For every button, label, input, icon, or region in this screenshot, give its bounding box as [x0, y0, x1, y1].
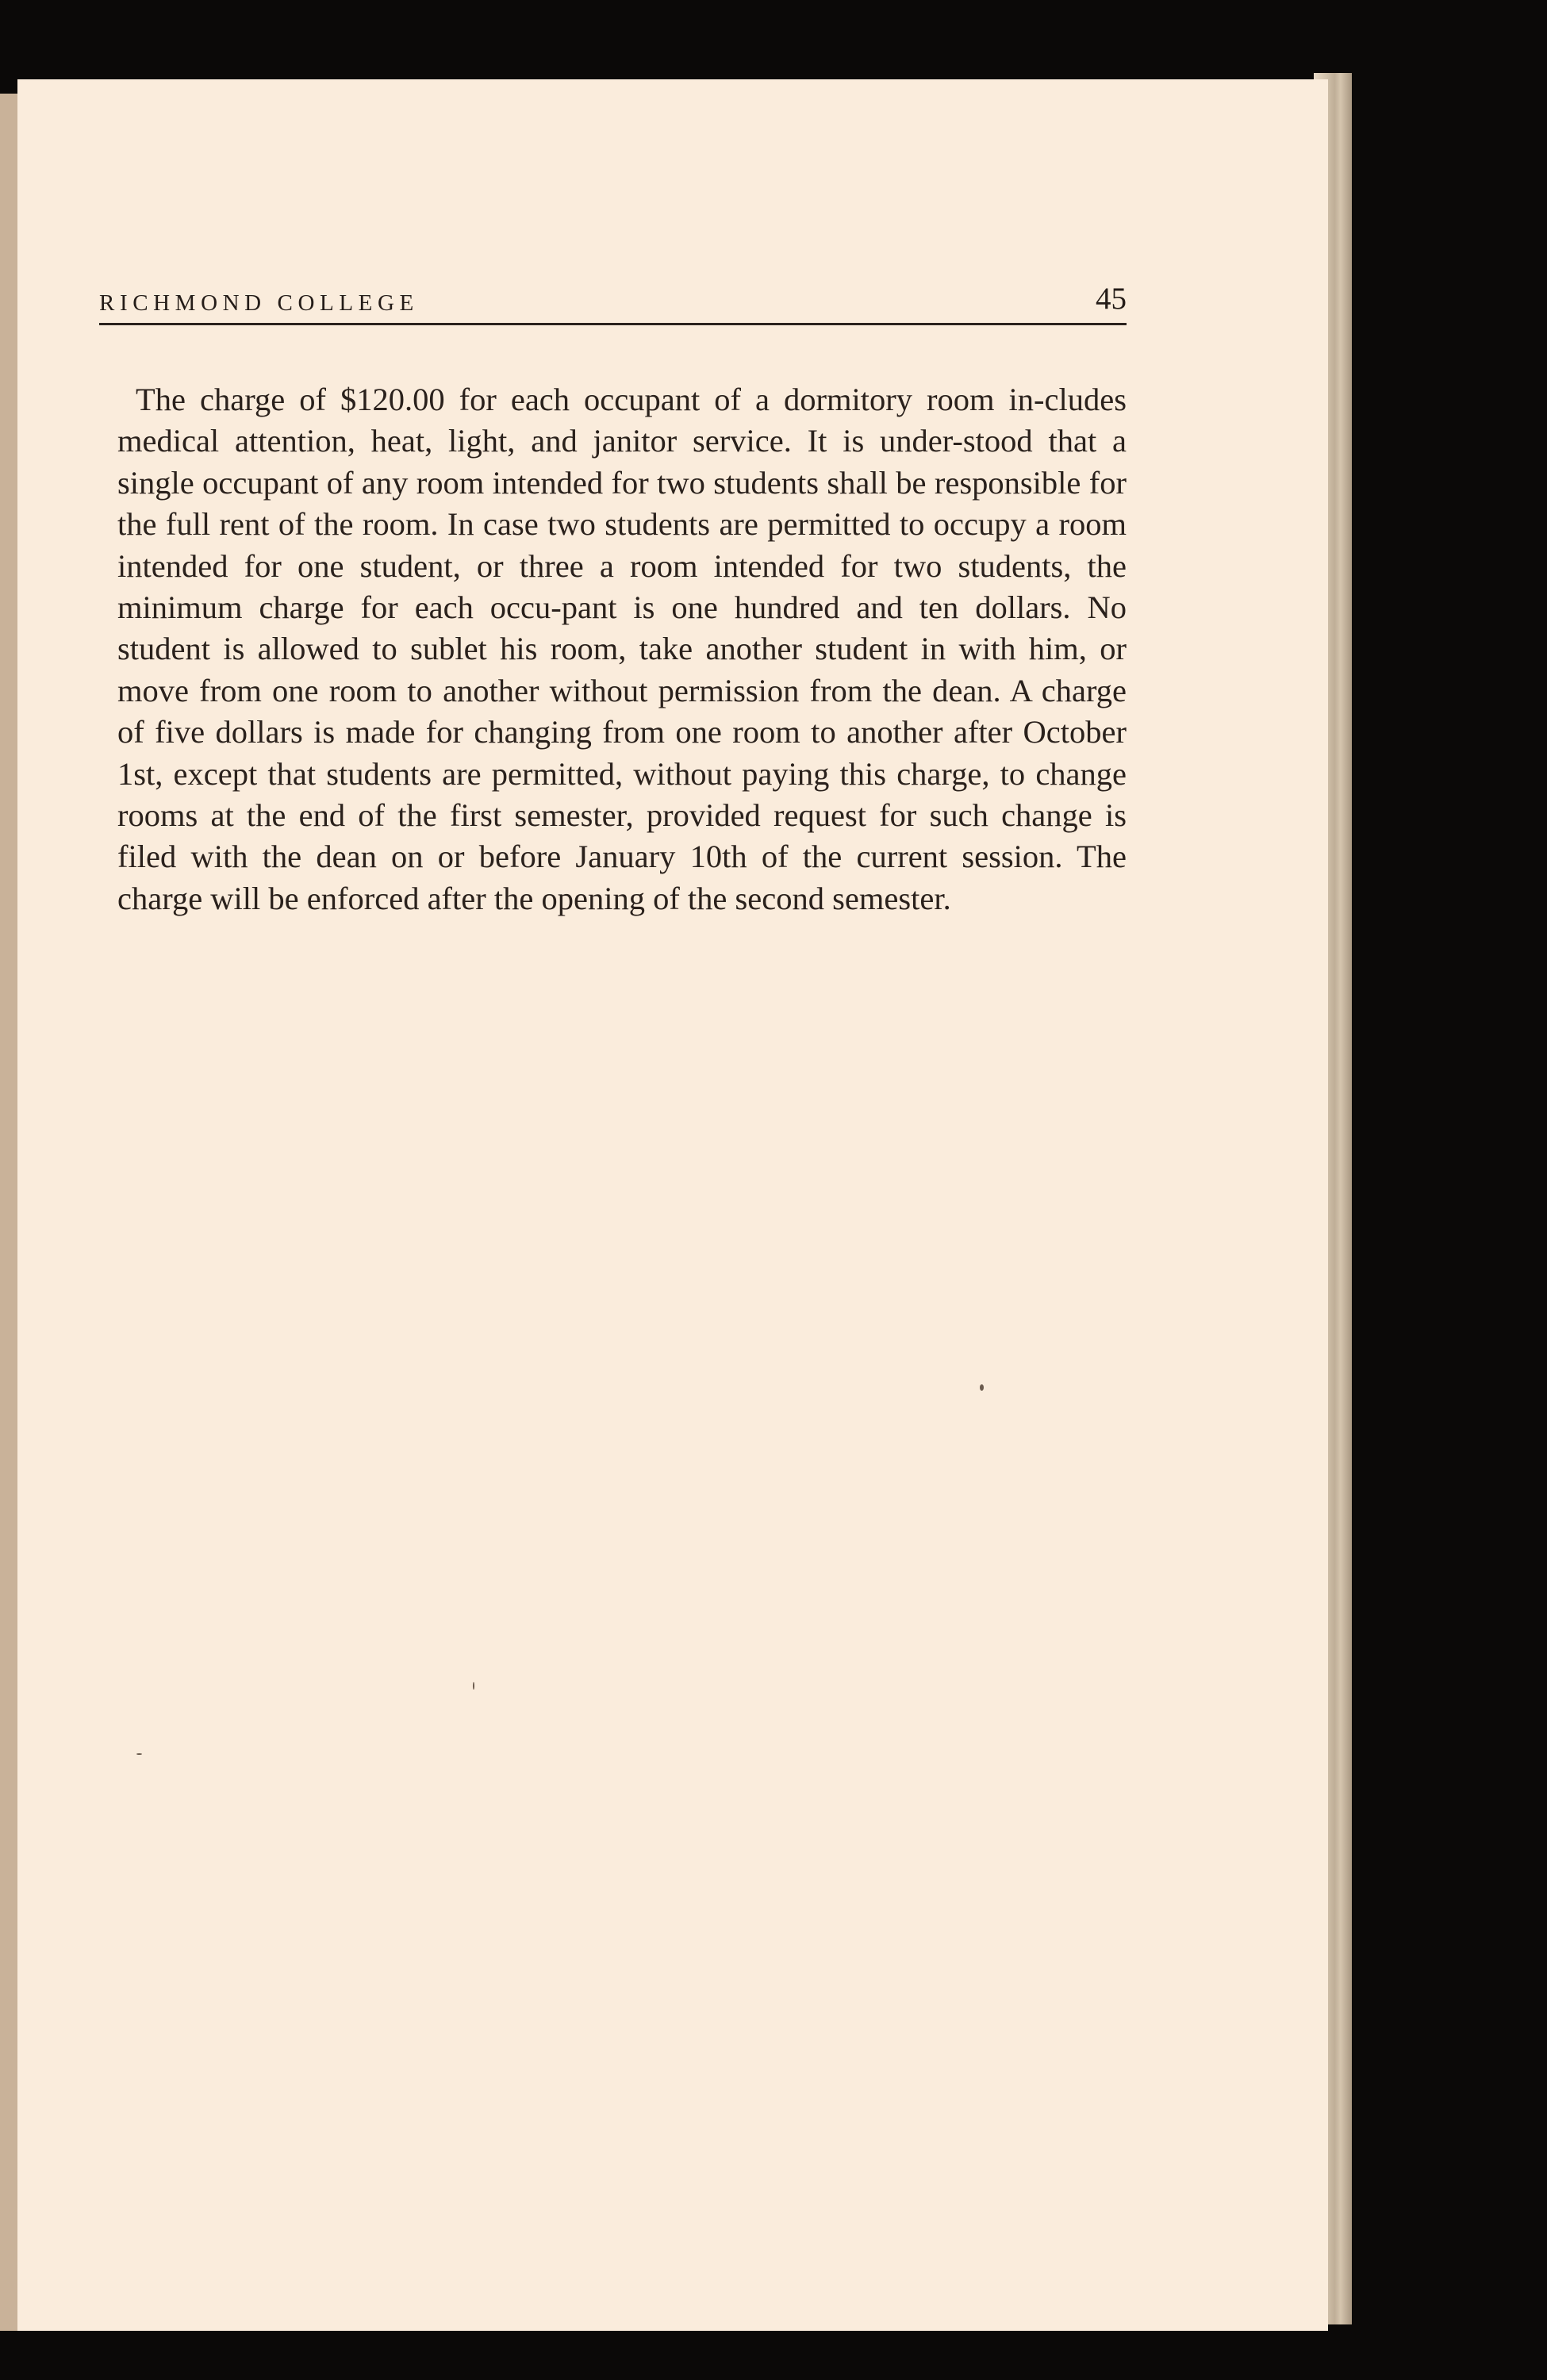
body-paragraph: The charge of $120.00 for each occupant of a dormitory room in-cludes medical attention, heat, light, and janitor service. It is under-stood that a single occupant of any room intended for two students shall be responsible for the full rent of the room. In case two students are permitted to occupy a room intended for one student, or three a room intended for two students, the minimum charge for each occu-pant is one hundred and ten dollars. No student is allowed to sublet his room, take another student in with him, or move from one room to another without permission from the dean. A charge of five dollars is made for changing from one room to another after October 1st, except that students are permitted, without paying this charge, to change rooms at the end of the first semester, provided request for such change is filed with the dean on or before January 10th of the current session. The charge will be enforced after the opening of the second semester. — [117, 382, 1127, 916]
page-number: 45 — [1096, 282, 1127, 316]
header-rule — [99, 323, 1127, 325]
paper-speck — [473, 1682, 474, 1690]
facing-page-edge — [0, 94, 17, 2331]
running-title: RICHMOND COLLEGE — [99, 290, 419, 316]
paper-speck — [136, 1753, 142, 1755]
running-head — [99, 282, 1127, 322]
paper-speck — [980, 1384, 984, 1391]
